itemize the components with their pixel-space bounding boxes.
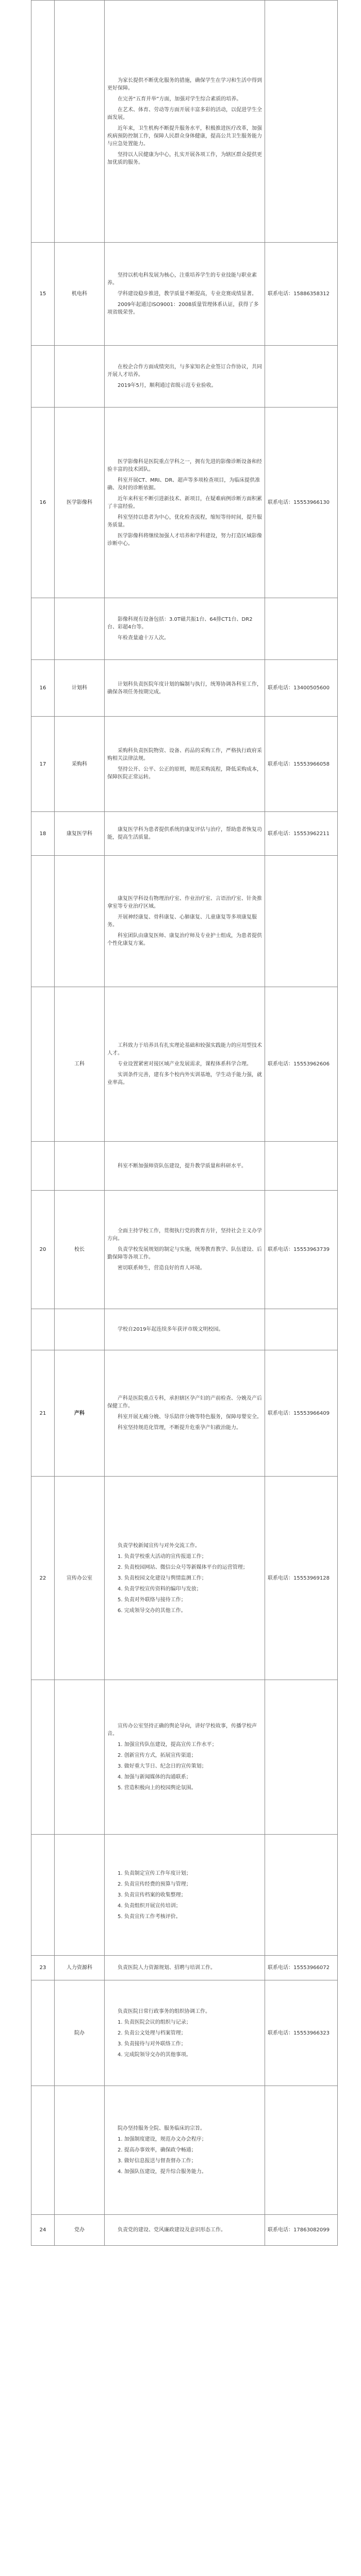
contact-phone-cell: 联系电话：17863082099	[265, 2215, 338, 2246]
row-number-cell: 16	[31, 660, 55, 717]
description-paragraph: 4. 完成院领导交办的其他事项。	[118, 2052, 191, 2058]
department-name-cell: 机电科	[55, 243, 105, 346]
description-paragraph: 专业设置紧密对接区域产业发展需求，课程体系科学合理。	[118, 1061, 252, 1067]
contact-phone-cell: 联系电话：15553962211	[265, 812, 338, 856]
department-description-cell	[105, 1191, 265, 1309]
row-number-cell: 23	[31, 1956, 55, 1980]
contact-phone-cell	[265, 1680, 338, 1835]
row-number-cell: 24	[31, 2215, 55, 2246]
department-name-cell	[55, 1142, 105, 1191]
department-description-cell	[105, 1350, 265, 1477]
row-number-cell: 22	[31, 1477, 55, 1680]
contact-phone-cell	[265, 2086, 338, 2215]
table-row	[31, 1835, 338, 1956]
department-name-cell: 产科	[55, 1350, 105, 1477]
table-row	[31, 1680, 338, 1835]
table-row	[31, 1191, 338, 1309]
row-number-cell: 16	[31, 408, 55, 598]
contact-phone-cell	[265, 598, 338, 660]
table-row	[31, 987, 338, 1142]
description-paragraph: 1. 负责制定宣传工作年度计划；	[118, 1870, 191, 1876]
row-number-cell	[31, 1142, 55, 1191]
contact-phone-cell: 联系电话：15553966323	[265, 1980, 338, 2086]
description-paragraph: 2. 负责宣传经费的预算与管理；	[118, 1881, 191, 1887]
department-description-cell	[105, 243, 265, 346]
table-row	[31, 717, 338, 812]
description-paragraph: 年检查量逾十万人次。	[118, 635, 169, 641]
description-paragraph: 开展神经康复、骨科康复、心肺康复、儿童康复等多项康复服务。	[107, 914, 257, 928]
contact-phone-cell: 联系电话：15553966409	[265, 1350, 338, 1477]
department-description-cell	[105, 1956, 265, 1980]
description-paragraph: 全面主持学校工作，贯彻执行党的教育方针，坚持社会主义办学方向。	[107, 1228, 262, 1242]
description-paragraph: 近年来，卫生机构不断提升服务水平，积极推进医疗改革，加强疾病预防控制工作，保障人民群众身体健康，提高公共卫生服务能力与应急处置能力。	[107, 125, 262, 147]
contact-phone-cell	[265, 856, 338, 987]
description-paragraph: 4. 加强队伍建设，提升综合服务能力。	[118, 2169, 207, 2175]
department-description-cell	[105, 2086, 265, 2215]
row-number-cell	[31, 2086, 55, 2215]
department-description-cell	[105, 660, 265, 717]
table-row	[31, 660, 338, 717]
description-paragraph: 科室团队由康复医师、康复治疗师及专业护士组成，为患者提供个性化康复方案。	[107, 933, 262, 946]
row-number-cell	[31, 856, 55, 987]
table-row	[31, 812, 338, 856]
department-name-cell: 医学影像科	[55, 408, 105, 598]
table-row	[31, 1, 338, 243]
description-paragraph: 康复医学科设有物理治疗室、作业治疗室、言语治疗室、针灸推拿室等专业治疗区域。	[107, 896, 262, 909]
description-paragraph: 5. 负责宣传工作考核评价。	[118, 1913, 181, 1920]
table-row	[31, 598, 338, 660]
contact-phone-cell	[265, 1142, 338, 1191]
contact-phone-cell	[265, 1309, 338, 1350]
row-number-cell: 15	[31, 243, 55, 346]
description-paragraph: 2. 负责校园网站、微信公众号等新媒体平台的运营管理；	[118, 1564, 248, 1570]
department-description-cell	[105, 1, 265, 243]
department-name-cell	[55, 598, 105, 660]
description-paragraph: 为家长提供不断优化服务的措施，确保学生在学习和生活中得到更好保障。	[107, 77, 262, 91]
description-paragraph: 院办坚持服务全院、服务临床的宗旨。	[118, 2126, 205, 2131]
department-description-cell	[105, 1680, 265, 1835]
department-name-cell: 人力资源科	[55, 1956, 105, 1980]
description-paragraph: 科室开展CT、MRI、DR、超声等多项检查项目，为临床提供准确、及时的诊断依据。	[107, 477, 260, 491]
description-paragraph: 医学影像科将继续加强人才培养和学科建设，努力打造区域影像诊断中心。	[107, 533, 262, 547]
department-name-cell	[55, 1309, 105, 1350]
department-description-cell	[105, 1309, 265, 1350]
department-description-cell	[105, 1477, 265, 1680]
description-paragraph: 在艺术、体育、劳动等方面开展丰富多彩的活动，以促进学生全面发展。	[107, 107, 262, 121]
description-paragraph: 3. 做好信息报送与督查督办工作；	[118, 2158, 196, 2164]
table-row	[31, 2086, 338, 2215]
department-name-cell: 采购科	[55, 717, 105, 812]
department-name-cell	[55, 346, 105, 408]
description-paragraph: 坚持公开、公平、公正的原则，规范采购流程，降低采购成本，保障医院正常运转。	[107, 767, 262, 780]
department-description-cell	[105, 1142, 265, 1191]
department-description-cell	[105, 408, 265, 598]
department-description-cell	[105, 346, 265, 408]
department-name-cell: 宣传办公室	[55, 1477, 105, 1680]
description-paragraph: 科室不断加强师资队伍建设，提升教学质量和科研水平。	[118, 1163, 247, 1169]
description-paragraph: 产科是医院重点专科，承担辖区孕产妇的产前检查、分娩及产后保健工作。	[107, 1396, 262, 1409]
table-row	[31, 243, 338, 346]
department-name-cell: 工科	[55, 987, 105, 1142]
description-paragraph: 坚持以人民健康为中心，扎实开展各项工作，为辖区群众提供更加优质的服务。	[107, 151, 262, 165]
department-description-cell	[105, 856, 265, 987]
description-paragraph: 5. 营造积极向上的校园舆论氛围。	[118, 1785, 196, 1791]
description-paragraph: 4. 负责组织开展宣传培训；	[118, 1903, 181, 1909]
table-row	[31, 408, 338, 598]
description-paragraph: 科室开展无痛分娩、导乐陪伴分娩等特色服务，保障母婴安全。	[118, 1414, 262, 1420]
table-row	[31, 1309, 338, 1350]
department-name-cell	[55, 1, 105, 243]
contact-phone-cell	[265, 346, 338, 408]
description-paragraph: 2. 负责公文处理与档案管理；	[118, 2030, 186, 2036]
table-row	[31, 346, 338, 408]
contact-phone-cell	[265, 1835, 338, 1956]
table-row	[31, 1142, 338, 1191]
description-paragraph: 4. 负责学校宣传资料的编印与发放；	[118, 1586, 202, 1592]
description-paragraph: 学科建设稳步推进，教学质量不断提高，专业竞赛成绩显著。	[118, 291, 257, 297]
description-paragraph: 3. 做好重大节日、纪念日的宣传策划；	[118, 1764, 207, 1769]
table-row	[31, 856, 338, 987]
description-paragraph: 1. 负责医院会议的组织与记录；	[118, 2019, 191, 2025]
description-paragraph: 负责医院人力资源规划、招聘与培训工作。	[118, 1965, 216, 1971]
description-paragraph: 1. 加强制度建设，规范办文办会程序；	[118, 2137, 207, 2142]
contact-phone-cell: 联系电话：15886358312	[265, 243, 338, 346]
department-name-cell	[55, 856, 105, 987]
row-number-cell: 17	[31, 717, 55, 812]
row-number-cell: 20	[31, 1191, 55, 1309]
description-paragraph: 近年来科室不断引进新技术、新项目，在疑难病例诊断方面积累了丰富经验。	[107, 496, 262, 510]
description-paragraph: 3. 负责接待与对外联络工作；	[118, 2041, 186, 2047]
row-number-cell	[31, 1980, 55, 2086]
contact-phone-cell: 联系电话：15553966072	[265, 1956, 338, 1980]
description-paragraph: 坚持以机电科发展为核心，注重培养学生的专业技能与职业素养。	[107, 273, 257, 286]
department-name-cell	[55, 1835, 105, 1956]
description-paragraph: 2. 创新宣传方式，拓展宣传渠道；	[118, 1753, 196, 1758]
contact-phone-cell: 联系电话：15553966130	[265, 408, 338, 598]
department-name-cell	[55, 2086, 105, 2215]
description-paragraph: 负责学校发展规划的制定与实施，统筹教育教学、队伍建设、后勤保障等各项工作。	[107, 1247, 262, 1260]
description-paragraph: 负责学校新闻宣传与对外交流工作。	[118, 1543, 200, 1549]
row-number-cell: 18	[31, 812, 55, 856]
description-paragraph: 1. 加强宣传队伍建设，提高宣传工作水平；	[118, 1742, 217, 1748]
row-number-cell	[31, 346, 55, 408]
description-paragraph: 在校企合作方面成绩突出，与多家知名企业签订合作协议，共同开展人才培养。	[107, 364, 262, 378]
table-row	[31, 2215, 338, 2246]
description-paragraph: 采购科负责医院物资、设备、药品的采购工作，严格执行政府采购相关法律法规。	[107, 748, 262, 761]
department-description-cell	[105, 2215, 265, 2246]
row-number-cell	[31, 1309, 55, 1350]
department-description-cell	[105, 812, 265, 856]
row-number-cell	[31, 1680, 55, 1835]
description-paragraph: 6. 完成领导交办的其他工作。	[118, 1607, 186, 1614]
table-row	[31, 1350, 338, 1477]
row-number-cell	[31, 598, 55, 660]
description-paragraph: 5. 负责对外联络与接待工作；	[118, 1597, 186, 1603]
department-description-cell	[105, 598, 265, 660]
department-name-cell: 校长	[55, 1191, 105, 1309]
department-description-cell	[105, 1835, 265, 1956]
description-paragraph: 学校自2019年起连续多年获评市级文明校园。	[118, 1327, 224, 1332]
description-paragraph: 工科致力于培养具有扎实理论基础和较强实践能力的应用型技术人才。	[107, 1043, 262, 1056]
description-paragraph: 计划科负责医院年度计划的编制与执行，统筹协调各科室工作，确保各项任务按期完成。	[107, 681, 262, 695]
department-description-cell	[105, 987, 265, 1142]
description-paragraph: 科室坚持以患者为中心，优化检查流程，缩短等待时间，提升服务质量。	[107, 514, 262, 528]
row-number-cell	[31, 1835, 55, 1956]
contact-phone-cell: 联系电话：13400505600	[265, 660, 338, 717]
description-paragraph: 1. 负责学校重大活动的宣传报道工作；	[118, 1553, 207, 1560]
contact-phone-cell: 联系电话：15553966058	[265, 717, 338, 812]
department-table	[31, 0, 338, 2246]
description-paragraph: 3. 负责校园文化建设与舆情监测工作；	[118, 1575, 207, 1581]
document-page	[31, 0, 330, 2576]
description-paragraph: 实训条件完善，建有多个校内外实训基地，学生动手能力强，就业率高。	[107, 1072, 262, 1086]
department-description-cell	[105, 717, 265, 812]
description-paragraph: 密切联系师生，营造良好的育人环境。	[118, 1265, 205, 1271]
table-row	[31, 1956, 338, 1980]
description-paragraph: 宣传办公室坚持正确的舆论导向，讲好学校故事，传播学校声音。	[107, 1723, 257, 1737]
department-name-cell	[55, 1680, 105, 1835]
row-number-cell	[31, 1, 55, 243]
row-number-cell	[31, 987, 55, 1142]
description-paragraph: 医学影像科是医院重点学科之一，拥有先进的影像诊断设备和经验丰富的技术团队。	[107, 459, 262, 472]
contact-phone-cell: 联系电话：15553962606	[265, 987, 338, 1142]
description-paragraph: 在完善“五育并举”方面，加强对学生综合素质的培养。	[118, 96, 242, 102]
description-paragraph: 负责医院日常行政事务的组织协调工作。	[118, 2008, 210, 2014]
description-paragraph: 2. 提高办事效率，确保政令畅通；	[118, 2147, 196, 2153]
table-row	[31, 1477, 338, 1680]
description-paragraph: 科室坚持规范化管理，不断提升危重孕产妇救治能力。	[118, 1425, 241, 1431]
description-paragraph: 2019年5月，顺利通过省级示范专业验收。	[118, 383, 217, 388]
contact-phone-cell	[265, 1, 338, 243]
contact-phone-cell: 联系电话：15553969128	[265, 1477, 338, 1680]
contact-phone-cell: 联系电话：15553963739	[265, 1191, 338, 1309]
description-paragraph: 4. 加强与新闻媒体的沟通联系；	[118, 1774, 191, 1780]
description-paragraph: 2009年起通过ISO9001：2008质量管理体系认证，获得了多项省级荣誉。	[107, 302, 259, 315]
description-paragraph: 影像科现有设备包括：3.0T磁共振1台、64排CT1台、DR2台、彩超4台等。	[107, 617, 253, 630]
department-name-cell: 计划科	[55, 660, 105, 717]
description-paragraph: 负责党的建设、党风廉政建设及意识形态工作。	[118, 2227, 226, 2233]
department-name-cell: 院办	[55, 1980, 105, 2086]
department-name-cell: 党办	[55, 2215, 105, 2246]
description-paragraph: 3. 负责宣传档案的收集整理；	[118, 1892, 186, 1898]
description-paragraph: 康复医学科为患者提供系统的康复评估与治疗，帮助患者恢复功能，提高生活质量。	[107, 827, 262, 840]
department-name-cell: 康复医学科	[55, 812, 105, 856]
table-row	[31, 1980, 338, 2086]
row-number-cell: 21	[31, 1350, 55, 1477]
department-description-cell	[105, 1980, 265, 2086]
